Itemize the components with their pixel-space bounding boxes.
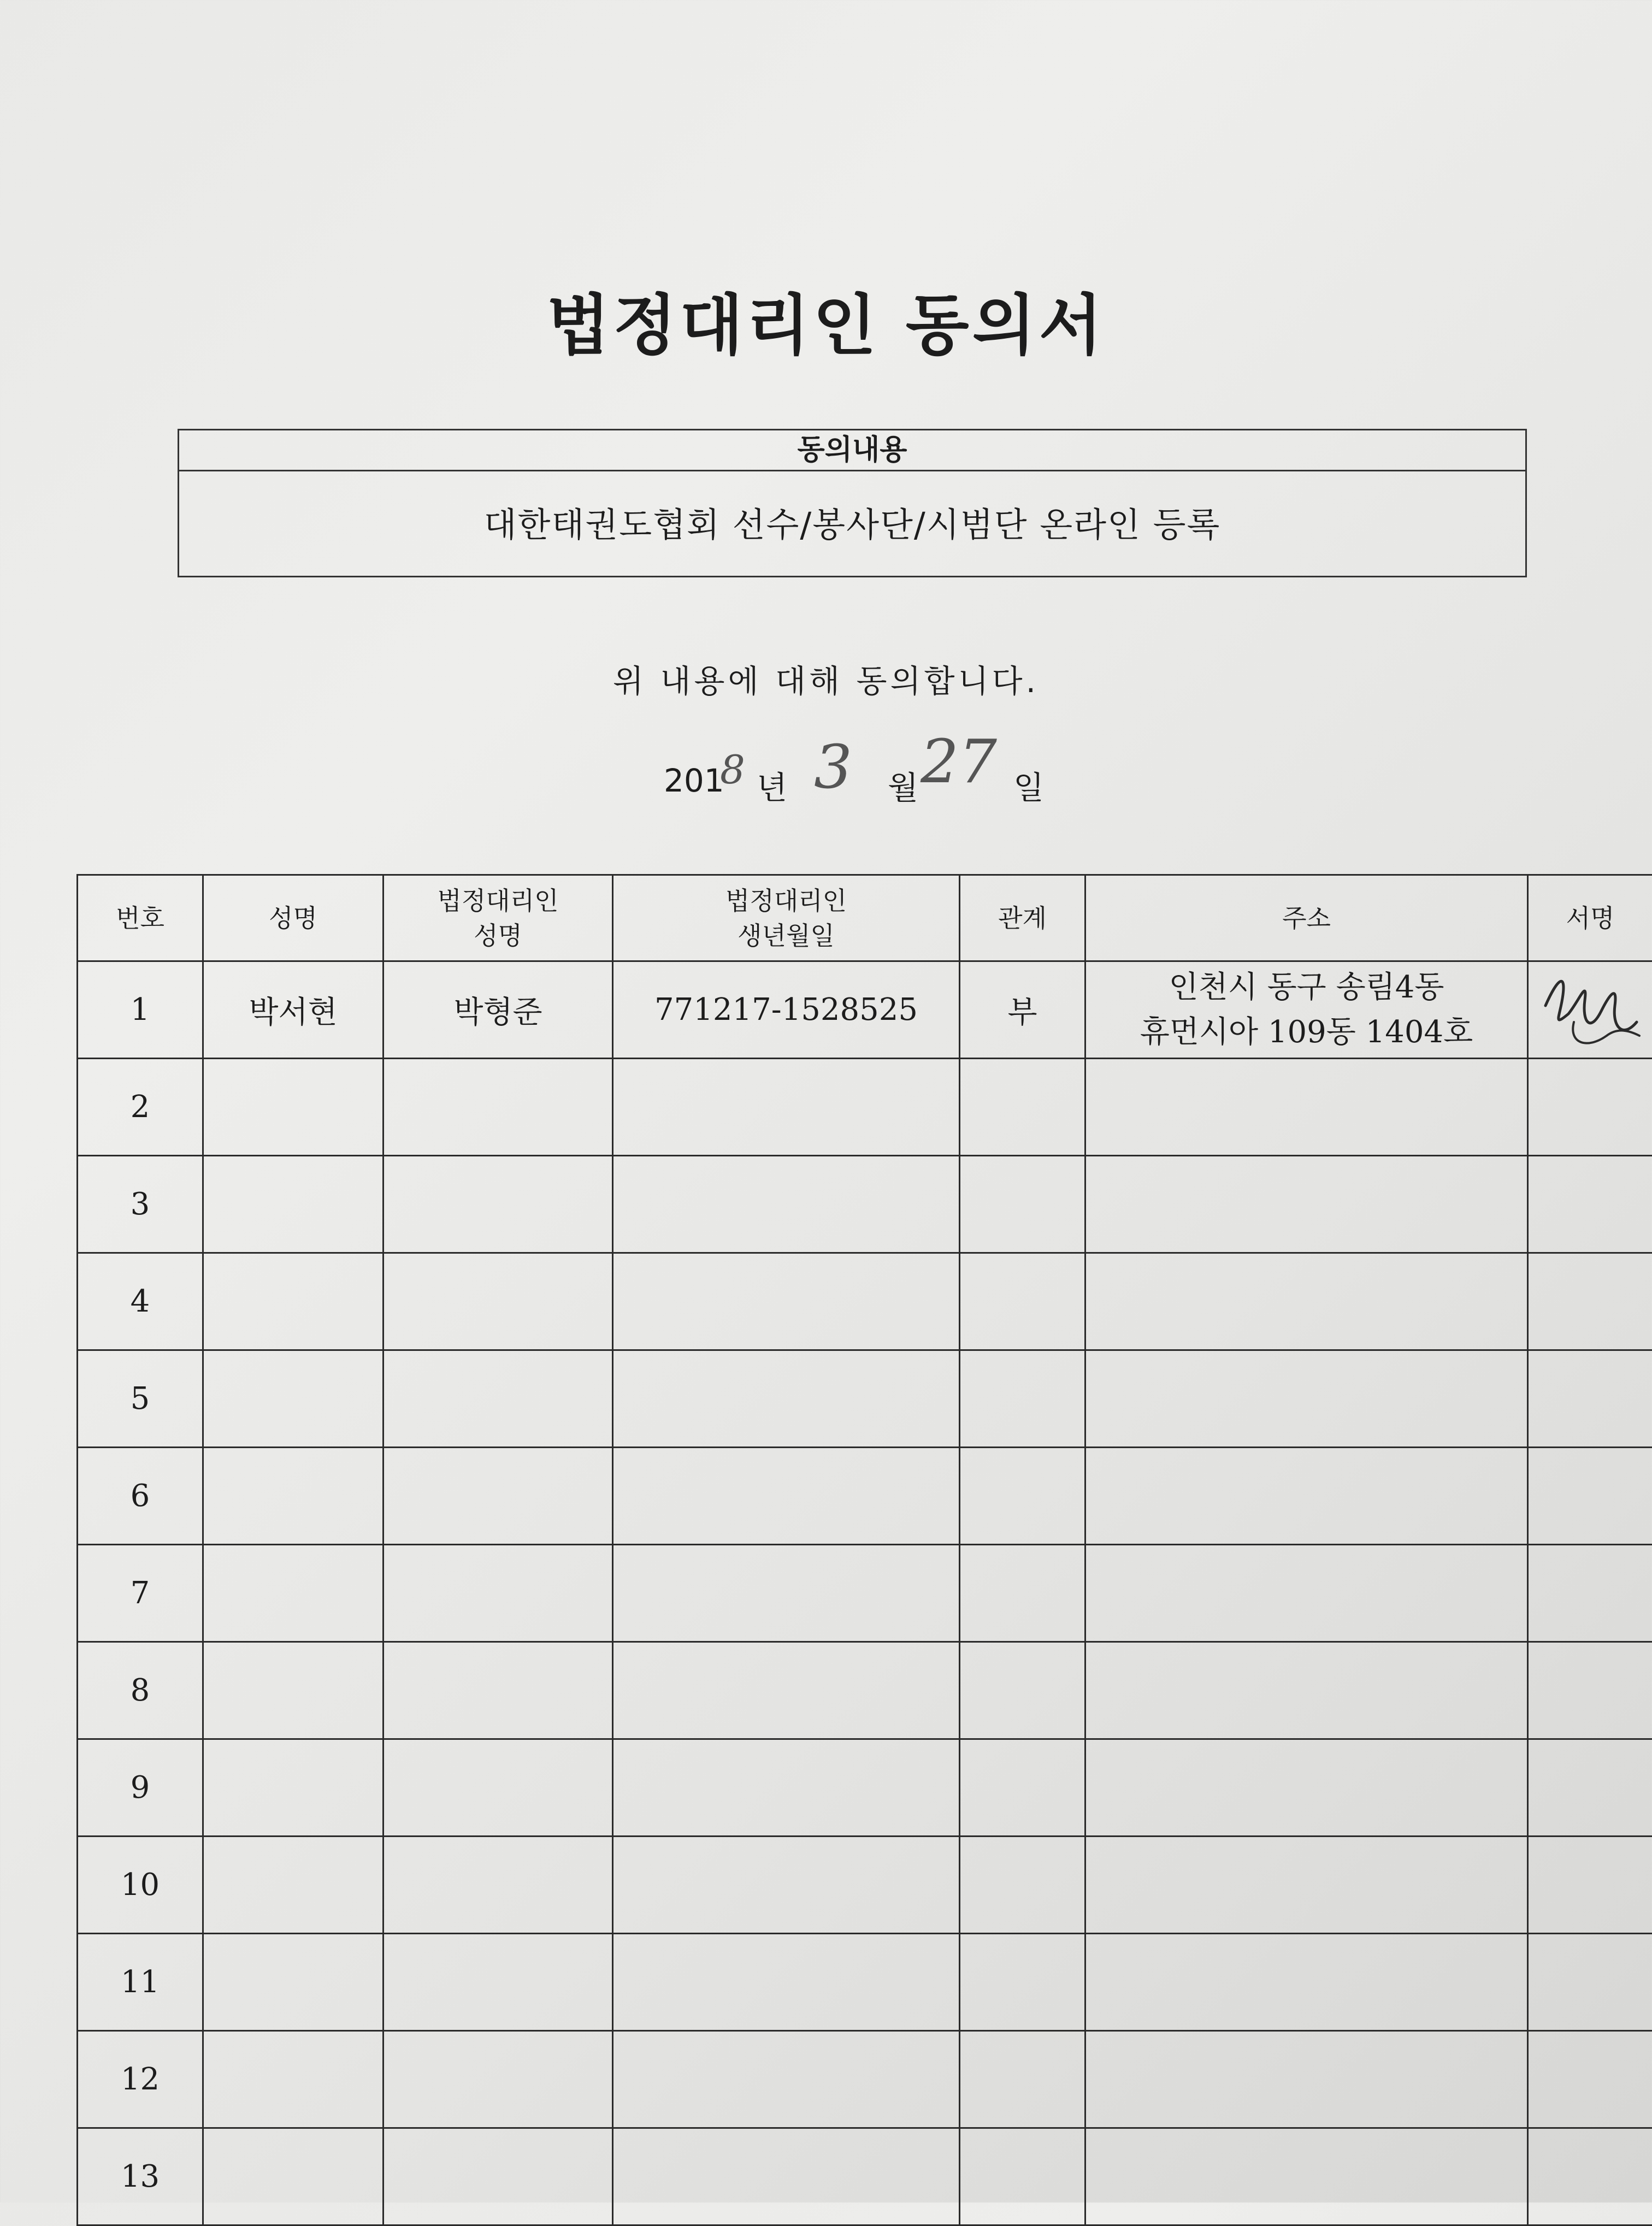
consent-header: 동의내용 (179, 430, 1525, 471)
cell-no: 7 (78, 1545, 203, 1642)
cell-address (1085, 2031, 1528, 2128)
cell-guardian-name (384, 1350, 613, 1448)
cell-name: 박서현 (203, 961, 384, 1059)
table-row (78, 1934, 1652, 2031)
cell-address (1085, 1642, 1528, 1739)
date-month-unit: 월 (888, 762, 918, 808)
header-guardian-name-line2: 성명 (384, 918, 612, 953)
cell-guardian-birth (613, 2128, 960, 2225)
cell-relation (960, 1156, 1085, 1253)
cell-name (203, 2031, 384, 2128)
document-title: 법정대리인 동의서 (0, 273, 1652, 367)
cell-guardian-name (384, 1156, 613, 1253)
cell-name (203, 1156, 384, 1253)
cell-signature (1528, 1934, 1652, 2031)
cell-guardian-name (384, 1059, 613, 1156)
cell-guardian-birth (613, 1253, 960, 1350)
cell-guardian-birth (613, 1448, 960, 1545)
cell-name (203, 1642, 384, 1739)
cell-no: 6 (78, 1448, 203, 1545)
cell-signature (1528, 1448, 1652, 1545)
cell-no: 10 (78, 1837, 203, 1934)
cell-relation (960, 1837, 1085, 1934)
cell-address (1085, 1059, 1528, 1156)
consent-box (178, 429, 1527, 577)
date-month-handwritten: 3 (814, 732, 852, 802)
cell-guardian-name: 박형준 (384, 961, 613, 1059)
cell-relation (960, 1545, 1085, 1642)
header-guardian-name (384, 875, 613, 961)
cell-address (1085, 1934, 1528, 2031)
cell-name (203, 1059, 384, 1156)
guardian-table (76, 874, 1652, 2226)
cell-name (203, 1739, 384, 1837)
date-year-prefix: 201 (664, 762, 724, 799)
cell-guardian-birth (613, 1059, 960, 1156)
handwritten-signature (1536, 962, 1645, 1058)
header-guardian-birth (613, 875, 960, 961)
table-row (78, 1545, 1652, 1642)
header-no: 번호 (78, 875, 203, 961)
cell-relation (960, 1253, 1085, 1350)
cell-relation (960, 2031, 1085, 2128)
cell-signature (1528, 2128, 1652, 2225)
address-line1: 인천시 동구 송림4동 (1086, 965, 1527, 1010)
table-row (78, 2031, 1652, 2128)
consent-body: 대한태권도협회 선수/봉사단/시범단 온라인 등록 (179, 471, 1525, 578)
address-line2: 휴먼시아 109동 1404호 (1086, 1010, 1527, 1055)
cell-name (203, 1934, 384, 2031)
cell-address (1085, 1837, 1528, 1934)
cell-guardian-name (384, 1545, 613, 1642)
table-row (78, 1253, 1652, 1350)
agree-statement: 위 내용에 대해 동의합니다. (0, 656, 1652, 701)
cell-address (1085, 961, 1528, 1059)
header-name: 성명 (203, 875, 384, 961)
cell-name (203, 1837, 384, 1934)
cell-address (1085, 1545, 1528, 1642)
cell-guardian-birth (613, 1156, 960, 1253)
cell-address (1085, 1350, 1528, 1448)
cell-guardian-name (384, 1448, 613, 1545)
cell-address (1085, 1448, 1528, 1545)
date-year-unit: 년 (757, 762, 787, 808)
cell-guardian-name (384, 1642, 613, 1739)
cell-name (203, 2128, 384, 2225)
cell-guardian-name (384, 2128, 613, 2225)
table-row (78, 1350, 1652, 1448)
cell-relation (960, 1059, 1085, 1156)
date-day-unit: 일 (1013, 762, 1044, 808)
cell-signature (1528, 1059, 1652, 1156)
cell-address (1085, 1739, 1528, 1837)
cell-signature (1528, 1253, 1652, 1350)
cell-guardian-name (384, 1837, 613, 1934)
cell-address (1085, 1253, 1528, 1350)
cell-no: 3 (78, 1156, 203, 1253)
cell-relation (960, 1739, 1085, 1837)
cell-guardian-birth (613, 1837, 960, 1934)
cell-no: 4 (78, 1253, 203, 1350)
cell-guardian-name (384, 1934, 613, 2031)
table-row (78, 2128, 1652, 2225)
cell-no: 2 (78, 1059, 203, 1156)
header-relation: 관계 (960, 875, 1085, 961)
table-row (78, 1642, 1652, 1739)
header-guardian-birth-line1: 법정대리인 (613, 883, 959, 918)
cell-guardian-birth: 771217-1528525 (613, 961, 960, 1059)
cell-name (203, 1545, 384, 1642)
cell-guardian-birth (613, 2031, 960, 2128)
cell-address (1085, 2128, 1528, 2225)
date-day-handwritten: 27 (921, 727, 997, 796)
header-guardian-birth-line2: 생년월일 (613, 918, 959, 953)
cell-signature (1528, 1739, 1652, 1837)
cell-no: 9 (78, 1739, 203, 1837)
cell-guardian-name (384, 1739, 613, 1837)
table-header-row (78, 875, 1652, 961)
cell-signature (1528, 1545, 1652, 1642)
cell-relation (960, 1350, 1085, 1448)
cell-guardian-birth (613, 1350, 960, 1448)
cell-guardian-birth (613, 1739, 960, 1837)
cell-signature (1528, 1642, 1652, 1739)
cell-signature (1528, 1350, 1652, 1448)
cell-guardian-birth (613, 1934, 960, 2031)
cell-name (203, 1253, 384, 1350)
cell-guardian-name (384, 1253, 613, 1350)
cell-address (1085, 1156, 1528, 1253)
cell-signature (1528, 1837, 1652, 1934)
cell-guardian-birth (613, 1642, 960, 1739)
cell-relation (960, 1642, 1085, 1739)
table-row (78, 1448, 1652, 1545)
table-row (78, 1837, 1652, 1934)
cell-relation: 부 (960, 961, 1085, 1059)
cell-no: 1 (78, 961, 203, 1059)
table-row (78, 1156, 1652, 1253)
cell-relation (960, 1934, 1085, 2031)
cell-name (203, 1448, 384, 1545)
cell-relation (960, 1448, 1085, 1545)
header-signature: 서명 (1528, 875, 1652, 961)
cell-relation (960, 2128, 1085, 2225)
header-guardian-name-line1: 법정대리인 (384, 883, 612, 918)
cell-no: 11 (78, 1934, 203, 2031)
cell-no: 8 (78, 1642, 203, 1739)
cell-guardian-birth (613, 1545, 960, 1642)
cell-name (203, 1350, 384, 1448)
cell-no: 5 (78, 1350, 203, 1448)
cell-guardian-name (384, 2031, 613, 2128)
date-year-handwritten: 8 (720, 747, 745, 793)
cell-signature (1528, 2031, 1652, 2128)
cell-signature (1528, 961, 1652, 1059)
cell-signature (1528, 1156, 1652, 1253)
cell-no: 12 (78, 2031, 203, 2128)
header-address: 주소 (1085, 875, 1528, 961)
table-row (78, 1059, 1652, 1156)
table-row (78, 1739, 1652, 1837)
table-row (78, 961, 1652, 1059)
cell-no: 13 (78, 2128, 203, 2225)
